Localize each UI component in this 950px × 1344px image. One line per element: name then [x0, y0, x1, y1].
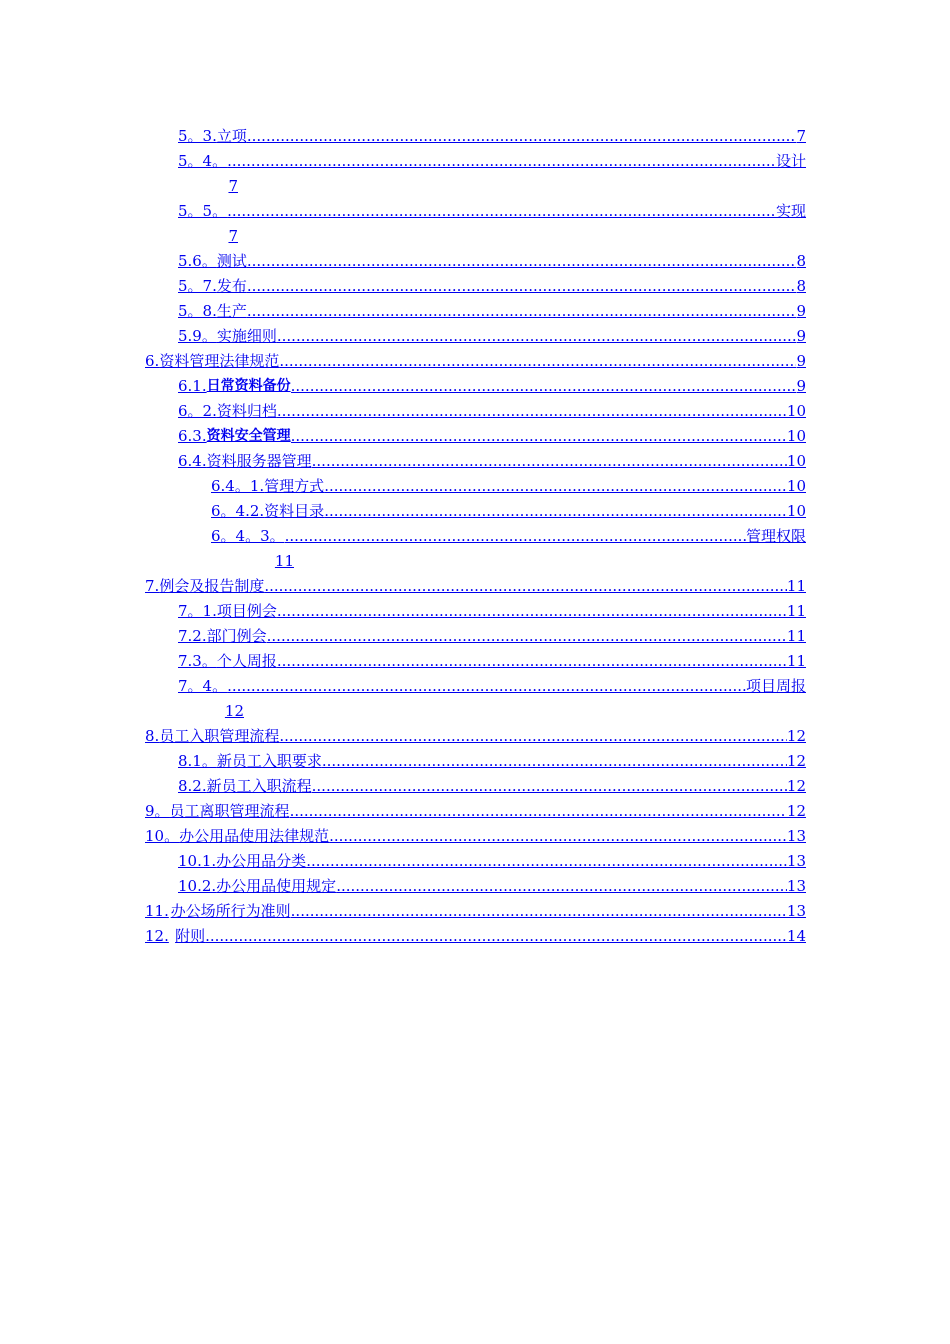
toc-page-number: 11: [274, 552, 294, 570]
toc-leader-dots: [205, 924, 787, 949]
toc-leader-dots: [290, 799, 787, 824]
toc-title: 管理方式: [264, 477, 325, 495]
toc-page-number: 10: [786, 402, 806, 420]
toc-title: 资料服务器管理: [206, 452, 312, 470]
toc-page-number: 10: [786, 427, 806, 445]
toc-number: 8.: [145, 727, 160, 745]
toc-entry[interactable]: [0, 749, 950, 774]
toc-entry[interactable]: [0, 499, 950, 524]
toc-leader-dots: [277, 324, 797, 349]
toc-number: 6。4.2.: [211, 502, 265, 520]
toc-title: 个人周报: [216, 652, 277, 670]
toc-leader-dots: [324, 499, 787, 524]
toc-page-number: 7: [228, 227, 238, 245]
toc-number: 5。3.: [178, 127, 217, 145]
toc-entry[interactable]: [0, 324, 950, 349]
toc-number: 6.1.: [178, 377, 207, 395]
toc-entry[interactable]: [0, 724, 950, 749]
toc-number: 7。4。: [178, 677, 228, 695]
toc-title: 新员工入职要求: [216, 752, 322, 770]
toc-entry[interactable]: [0, 349, 950, 374]
toc-page-number: 14: [786, 927, 806, 945]
toc-page-number: 13: [786, 877, 806, 895]
toc-leader-dots: [324, 474, 787, 499]
toc-title: 实现: [775, 202, 806, 220]
toc-leader-dots: [264, 574, 787, 599]
toc-page-number: 11: [786, 602, 806, 620]
toc-number: 7.: [145, 577, 160, 595]
toc-number: 5。7.: [178, 277, 217, 295]
toc-leader-dots: [277, 399, 787, 424]
toc-title: 设计: [775, 152, 806, 170]
toc-page-number: 10: [786, 452, 806, 470]
toc-number: 12.: [145, 927, 169, 945]
toc-number: 6.4。1.: [211, 477, 265, 495]
toc-title: 员工离职管理流程: [169, 802, 290, 820]
toc-number: 5。8.: [178, 302, 217, 320]
toc-leader-dots: [247, 249, 797, 274]
toc-entry[interactable]: [0, 299, 950, 324]
toc-page-number: 11: [786, 652, 806, 670]
toc-entry[interactable]: [0, 424, 950, 449]
toc-page-number: 8: [796, 277, 806, 295]
toc-number: 6。2.: [178, 402, 217, 420]
toc-leader-dots: [336, 874, 787, 899]
toc-page-number: 7: [796, 127, 806, 145]
toc-leader-dots: [227, 149, 776, 174]
toc-number: 10.1.: [178, 852, 217, 870]
toc-entry[interactable]: [0, 899, 950, 924]
toc-leader-dots: [277, 649, 787, 674]
toc-number: 5.9。: [178, 327, 217, 345]
toc-entry[interactable]: [0, 474, 950, 499]
toc-entry[interactable]: [0, 924, 950, 949]
toc-page-number: 11: [786, 577, 806, 595]
toc-page-number: 13: [786, 852, 806, 870]
toc-entry[interactable]: [0, 574, 950, 599]
toc-number: 7.3。: [178, 652, 217, 670]
toc-leader-dots: [227, 674, 746, 699]
toc-leader-dots: [247, 124, 797, 149]
toc-entry[interactable]: [0, 374, 950, 399]
toc-title: 例会及报告制度: [159, 577, 265, 595]
toc-page-number: 11: [786, 627, 806, 645]
toc-page-number: 9: [796, 377, 806, 395]
toc-leader-dots: [312, 449, 787, 474]
toc-entry[interactable]: [0, 649, 950, 674]
toc-entry[interactable]: [0, 674, 950, 724]
toc-page-number: 8: [796, 252, 806, 270]
toc-entry[interactable]: [0, 849, 950, 874]
toc-number: 8.2.: [178, 777, 207, 795]
toc-leader-dots: [279, 349, 796, 374]
toc-title: 项目例会: [216, 602, 277, 620]
toc-leader-dots: [329, 824, 787, 849]
toc-leader-dots: [277, 599, 787, 624]
toc-leader-dots: [291, 424, 787, 449]
toc-entry[interactable]: [0, 249, 950, 274]
toc-number: 5。5。: [178, 202, 228, 220]
toc-leader-dots: [322, 749, 787, 774]
toc-title: 资料归档: [216, 402, 277, 420]
toc-number: 5.6。: [178, 252, 217, 270]
toc-title: 办公用品使用法律规范: [179, 827, 330, 845]
toc-entry[interactable]: [0, 149, 950, 199]
toc-page-number: 9: [796, 352, 806, 370]
toc-entry[interactable]: [0, 124, 950, 149]
toc-page-number: 12: [224, 702, 244, 720]
toc-title: 立项: [216, 127, 247, 145]
toc-title: 新员工入职流程: [206, 777, 312, 795]
toc-title: 发布: [216, 277, 247, 295]
toc-leader-dots: [267, 624, 787, 649]
toc-page-number: 9: [796, 327, 806, 345]
toc-entry[interactable]: [0, 274, 950, 299]
toc-page-number: 12: [786, 752, 806, 770]
toc-number: 6。4。3。: [211, 527, 285, 545]
toc-number: 6.: [145, 352, 160, 370]
toc-entry[interactable]: [0, 399, 950, 424]
toc-entry[interactable]: [0, 799, 950, 824]
table-of-contents: [0, 124, 950, 949]
toc-entry[interactable]: [0, 599, 950, 624]
toc-page-number: 10: [786, 477, 806, 495]
toc-number: 10.2.: [178, 877, 217, 895]
toc-title: 员工入职管理流程: [159, 727, 280, 745]
toc-entry[interactable]: [0, 774, 950, 799]
toc-entry[interactable]: [0, 449, 950, 474]
toc-page-number: 12: [786, 802, 806, 820]
toc-number: 7.2.: [178, 627, 207, 645]
toc-leader-dots: [291, 899, 787, 924]
toc-page-number: 12: [786, 777, 806, 795]
toc-entry[interactable]: [0, 524, 950, 574]
toc-page-number: 13: [786, 827, 806, 845]
toc-page-number: 12: [786, 727, 806, 745]
toc-page-number: 9: [796, 302, 806, 320]
toc-number: 5。4。: [178, 152, 228, 170]
toc-leader-dots: [312, 774, 787, 799]
toc-leader-dots: [247, 274, 797, 299]
toc-title: 资料目录: [264, 502, 325, 520]
toc-leader-dots: [227, 199, 776, 224]
toc-title: 资料管理法律规范: [159, 352, 280, 370]
toc-number: 10。: [145, 827, 180, 845]
toc-title: 附则: [175, 927, 206, 945]
toc-page-number: 13: [786, 902, 806, 920]
toc-title: 日常资料备份: [206, 378, 291, 394]
toc-title: 资料安全管理: [206, 428, 291, 444]
toc-title: 管理权限: [745, 527, 806, 545]
toc-number: 6.3.: [178, 427, 207, 445]
toc-page-number: 10: [786, 502, 806, 520]
toc-title: 部门例会: [206, 627, 267, 645]
toc-number: 7。1.: [178, 602, 217, 620]
toc-title: 办公用品使用规定: [216, 877, 337, 895]
toc-title: 办公用品分类: [216, 852, 307, 870]
toc-title: 测试: [216, 252, 247, 270]
toc-leader-dots: [279, 724, 787, 749]
toc-number: 6.4.: [178, 452, 207, 470]
toc-page-number: 7: [228, 177, 238, 195]
toc-entry[interactable]: [0, 874, 950, 899]
toc-entry[interactable]: [0, 824, 950, 849]
toc-title: 实施细则: [216, 327, 277, 345]
toc-entry[interactable]: [0, 199, 950, 249]
toc-title: 项目周报: [745, 677, 806, 695]
toc-leader-dots: [291, 374, 797, 399]
toc-leader-dots: [285, 524, 746, 549]
toc-leader-dots: [247, 299, 797, 324]
toc-leader-dots: [306, 849, 787, 874]
toc-number: 9。: [145, 802, 170, 820]
toc-title: 生产: [216, 302, 247, 320]
toc-entry[interactable]: [0, 624, 950, 649]
toc-title: 办公场所行为准则: [170, 902, 291, 920]
toc-number: 8.1。: [178, 752, 217, 770]
toc-number: 11.: [145, 902, 169, 920]
